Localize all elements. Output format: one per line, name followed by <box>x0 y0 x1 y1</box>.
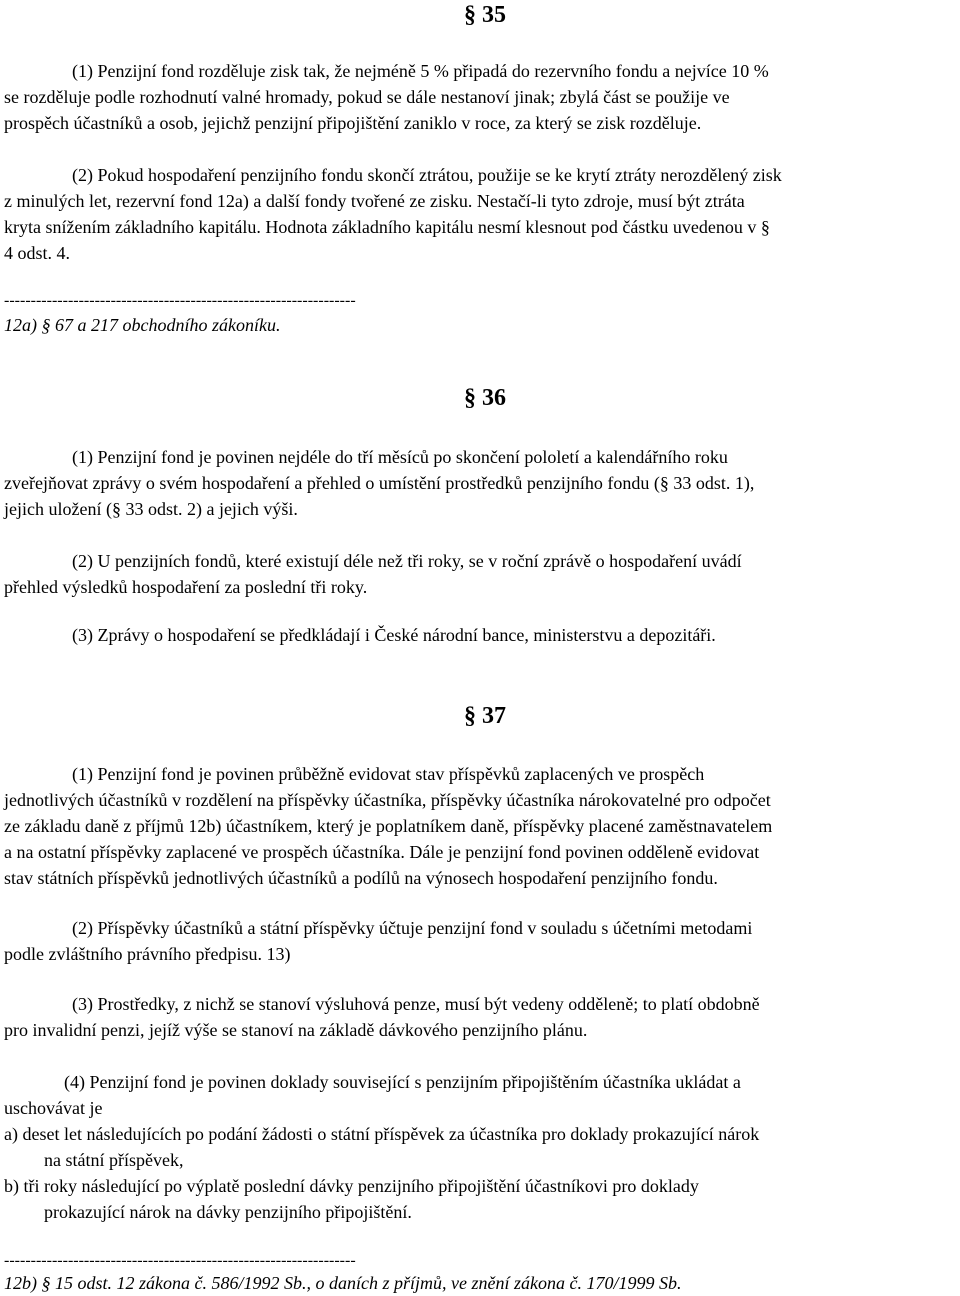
s37-p1-line1: (1) Penzijní fond je povinen průběžně evidovat stav příspěvků zaplacených ve prospěch <box>72 764 705 784</box>
s37-p4-item-b-line2: prokazující nárok na dávky penzijního připojištění. <box>44 1202 412 1222</box>
s37-p4-item-b-line1: b) tři roky následující po výplatě poslední dávky penzijního připojištění účastníkovi pro doklady <box>4 1176 699 1196</box>
s35-p1-line2: se rozděluje podle rozhodnutí valné hromady, pokud se dále nestanoví jinak; zbylá část se použije ve <box>4 87 730 107</box>
s36-p1-line1: (1) Penzijní fond je povinen nejdéle do tří měsíců po skončení pololetí a kalendářního roku <box>72 447 728 467</box>
s35-p2-line2: z minulých let, rezervní fond 12a) a další fondy tvořené ze zisku. Nestačí-li tyto zdroje, musí být ztráta <box>4 191 745 211</box>
s37-p2-line2: podle zvláštního právního předpisu. 13) <box>4 944 291 964</box>
s35-p2-line3: kryta snížením základního kapitálu. Hodnota základního kapitálu nesmí klesnout pod částku uvedenou v § <box>4 217 770 237</box>
s36-p2-line2: přehled výsledků hospodaření za poslední tři roky. <box>4 577 368 597</box>
s35-p2-line4: 4 odst. 4. <box>4 243 71 263</box>
s37-p2-line1: (2) Příspěvky účastníků a státní příspěvky účtuje penzijní fond v souladu s účetními metodami <box>72 918 753 938</box>
footnote-12a: 12a) § 67 a 217 obchodního zákoníku. <box>4 315 281 335</box>
s37-p3-line2: pro invalidní penzi, jejíž výše se stanoví na základě dávkového penzijního plánu. <box>4 1020 588 1040</box>
s36-p3: (3) Zprávy o hospodaření se předkládají i České národní bance, ministerstvu a depozitáři. <box>72 625 716 645</box>
s37-p3-line1: (3) Prostředky, z nichž se stanoví výsluhová penze, musí být vedeny odděleně; to platí obdobně <box>72 994 760 1014</box>
footnote-separator-2: ------------------------------------------------------------------ <box>4 1252 356 1269</box>
section-heading-35: § 35 <box>464 2 506 28</box>
footnote-12b: 12b) § 15 odst. 12 zákona č. 586/1992 Sb., o daních z příjmů, ve znění zákona č. 170/1999 Sb. <box>4 1273 682 1293</box>
section-heading-37: § 37 <box>464 703 506 729</box>
s37-p4-line1: (4) Penzijní fond je povinen doklady související s penzijním připojištěním účastníka ukládat a <box>64 1072 741 1092</box>
section-heading-36: § 36 <box>464 385 506 411</box>
s37-p1-line3: ze základu daně z příjmů 12b) účastníkem, který je poplatníkem daně, příspěvky placené zaměstnavatelem <box>4 816 773 836</box>
s35-p1-line1: (1) Penzijní fond rozděluje zisk tak, že nejméně 5 % připadá do rezervního fondu a nejvíce 10 % <box>72 61 769 81</box>
s36-p1-line3: jejich uložení (§ 33 odst. 2) a jejich výši. <box>4 499 298 519</box>
s36-p2-line1: (2) U penzijních fondů, které existují déle než tři roky, se v roční zprávě o hospodaření uvádí <box>72 551 742 571</box>
s37-p1-line2: jednotlivých účastníků v rozdělení na příspěvky účastníka, příspěvky účastníka nárokovatelné pro odpočet <box>4 790 771 810</box>
s37-p4-item-a-line2: na státní příspěvek, <box>44 1150 184 1170</box>
footnote-separator: ------------------------------------------------------------------ <box>4 292 356 309</box>
s37-p1-line4: a na ostatní příspěvky zaplacené ve prospěch účastníka. Dále je penzijní fond povinen odděleně evidovat <box>4 842 760 862</box>
s35-p2-line1: (2) Pokud hospodaření penzijního fondu skončí ztrátou, použije se ke krytí ztráty nerozdělený zisk <box>72 165 782 185</box>
s37-p4-line2: uschovávat je <box>4 1098 103 1118</box>
s37-p4-item-a-line1: a) deset let následujících po podání žádosti o státní příspěvek za účastníka pro doklady prokazující nárok <box>4 1124 760 1144</box>
s35-p1-line3: prospěch účastníků a osob, jejichž penzijní připojištění zaniklo v roce, za který se zisk rozděluje. <box>4 113 702 133</box>
s37-p1-line5: stav státních příspěvků jednotlivých účastníků a podílů na výnosech hospodaření penzijního fondu. <box>4 868 718 888</box>
s36-p1-line2: zveřejňovat zprávy o svém hospodaření a přehled o umístění prostředků penzijního fondu (§ 33 odst. 1), <box>4 473 755 493</box>
